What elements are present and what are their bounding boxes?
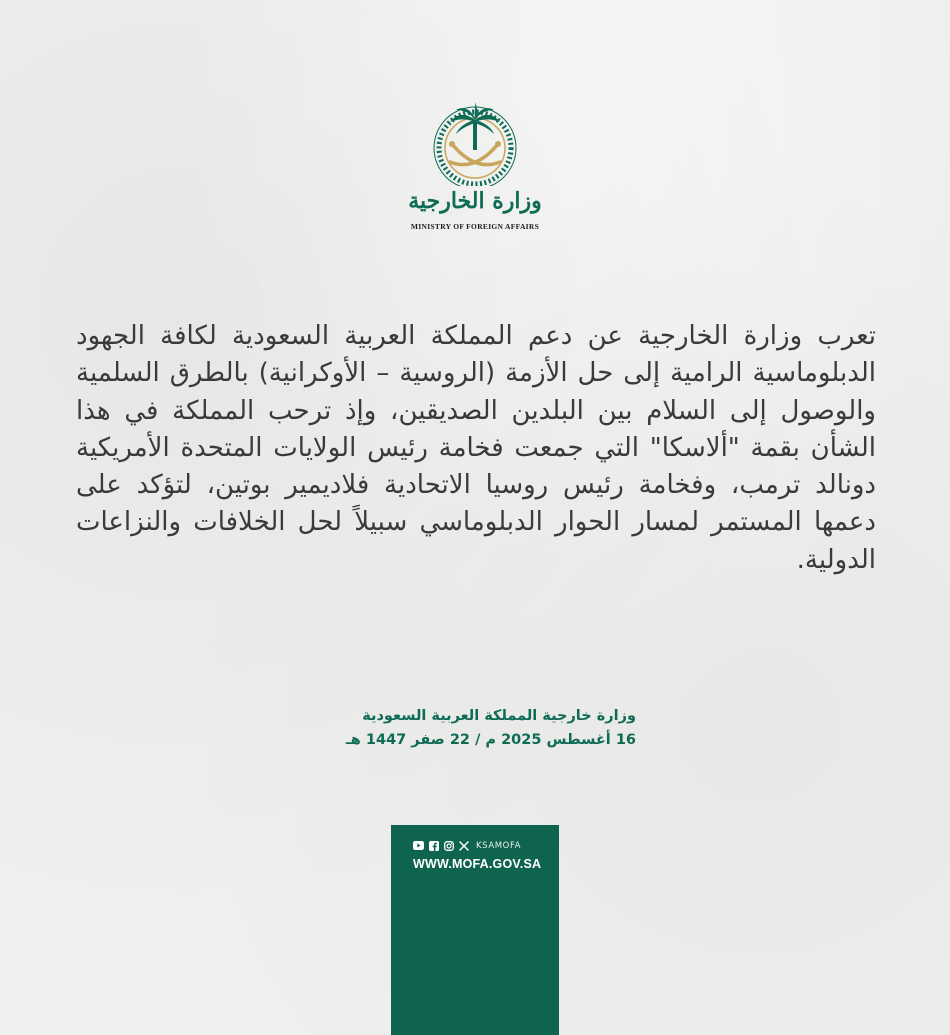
website-link[interactable]: WWW.MOFA.GOV.SA	[413, 857, 542, 871]
signature-organization: وزارة خارجية المملكة العربية السعودية	[362, 708, 636, 724]
ministry-logo	[400, 100, 550, 240]
youtube-icon[interactable]	[413, 840, 424, 851]
social-links	[413, 840, 521, 851]
logo-arabic-text: وزارة الخارجية	[408, 188, 542, 214]
facebook-icon[interactable]	[428, 840, 439, 851]
signature-date: 16 أغسطس 2025 م / 22 صفر 1447 هـ	[345, 732, 636, 748]
statement-body: تعرب وزارة الخارجية عن دعم المملكة العربية السعودية لكافة الجهود الدبلوماسية الرامية إلى حل الأزمة (الروسية – الأوكرانية) بالطرق السلمية والوصول إلى السلام بين البلدين الصديقين، وإذ ترحب المملكة في هذا الشأن بقمة "ألاسكا" التي جمعت فخامة رئيس الولايات المتحدة الأمريكية دونالد ترمب، وفخامة رئيس روسيا الاتحادية فلاديمير بوتين، لتؤكد على دعمها المستمر لمسار الحوار الدبلوماسي سبيلاً لحل الخلافات والنزاعات الدولية.	[76, 321, 876, 575]
footer-panel	[391, 825, 559, 1035]
instagram-icon[interactable]	[443, 840, 454, 851]
logo-english-text: MINISTRY OF FOREIGN AFFAIRS	[410, 222, 540, 231]
emblem-icon	[400, 100, 550, 186]
social-handle[interactable]: KSAMOFA	[476, 840, 522, 851]
signature-block	[300, 704, 636, 752]
x-icon[interactable]	[458, 840, 469, 851]
